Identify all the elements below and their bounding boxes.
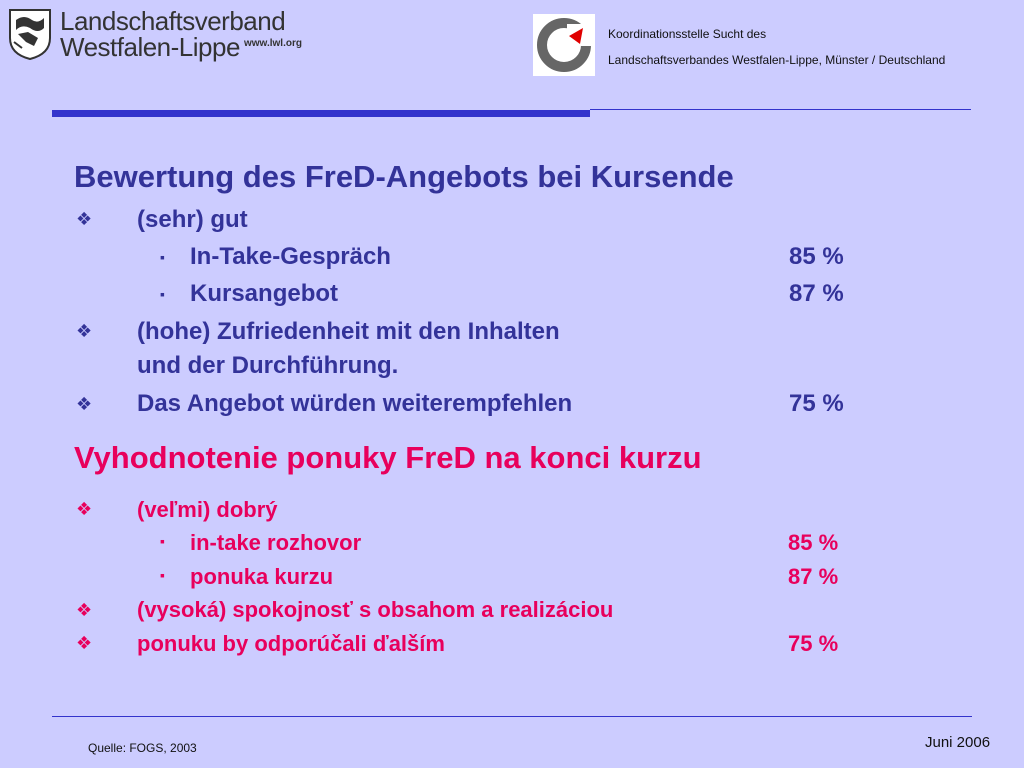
slovak-item-value: 75 % — [788, 631, 839, 656]
square-bullet-icon: ▪ — [160, 249, 165, 265]
german-item-label-cont: und der Durchführung. — [137, 352, 399, 379]
source-note: Quelle: FOGS, 2003 — [88, 741, 197, 755]
date-label: Juni 2006 — [925, 734, 991, 751]
square-bullet-icon: ▪ — [160, 533, 165, 549]
german-item-label: (hohe) Zufriedenheit mit den Inhalten — [137, 318, 560, 345]
german-title: Bewertung des FreD-Angebots bei Kursende — [74, 159, 734, 194]
header-divider-thick — [52, 110, 590, 117]
footer-divider — [52, 716, 972, 717]
diamond-bullet-icon: ❖ — [76, 209, 93, 229]
lwl-emblem-icon — [8, 8, 52, 60]
diamond-bullet-icon: ❖ — [76, 321, 93, 341]
diamond-bullet-icon: ❖ — [76, 394, 93, 414]
lwl-logo — [8, 8, 308, 64]
header-divider-thin — [590, 109, 971, 110]
partner-line1: Koordinationsstelle Sucht des — [608, 27, 767, 41]
diamond-bullet-icon: ❖ — [76, 600, 93, 620]
partner-logo-icon — [533, 14, 595, 76]
german-item-label: (sehr) gut — [137, 206, 248, 233]
square-bullet-icon: ▪ — [160, 567, 165, 583]
german-item-label: In-Take-Gespräch — [190, 243, 391, 270]
partner-logo — [533, 14, 595, 76]
slovak-item-label: ponuku by odporúčali ďalším — [137, 631, 445, 656]
org-url: www.lwl.org — [244, 38, 302, 49]
german-item-label: Das Angebot würden weiterempfehlen — [137, 390, 573, 417]
german-item-label: Kursangebot — [190, 280, 339, 307]
german-item-value: 87 % — [789, 280, 844, 307]
square-bullet-icon: ▪ — [160, 286, 165, 302]
german-item-value: 75 % — [789, 390, 844, 417]
slovak-item-value: 85 % — [788, 530, 839, 555]
slovak-title: Vyhodnotenie ponuky FreD na konci kurzu — [74, 440, 702, 475]
diamond-bullet-icon: ❖ — [76, 499, 93, 519]
slovak-item-label: in-take rozhovor — [190, 530, 362, 555]
org-name-line1: Landschaftsverband — [60, 6, 286, 36]
slovak-item-label: (vysoká) spokojnosť s obsahom a realizáciou — [137, 597, 614, 622]
german-item-value: 85 % — [789, 243, 844, 270]
org-name-line2: Westfalen-Lippe — [60, 32, 240, 62]
slovak-item-value: 87 % — [788, 564, 839, 589]
partner-line2: Landschaftsverbandes Westfalen-Lippe, Münster / Deutschland — [608, 53, 946, 67]
slovak-item-label: (veľmi) dobrý — [137, 497, 278, 522]
diamond-bullet-icon: ❖ — [76, 633, 93, 653]
slovak-item-label: ponuka kurzu — [190, 564, 334, 589]
